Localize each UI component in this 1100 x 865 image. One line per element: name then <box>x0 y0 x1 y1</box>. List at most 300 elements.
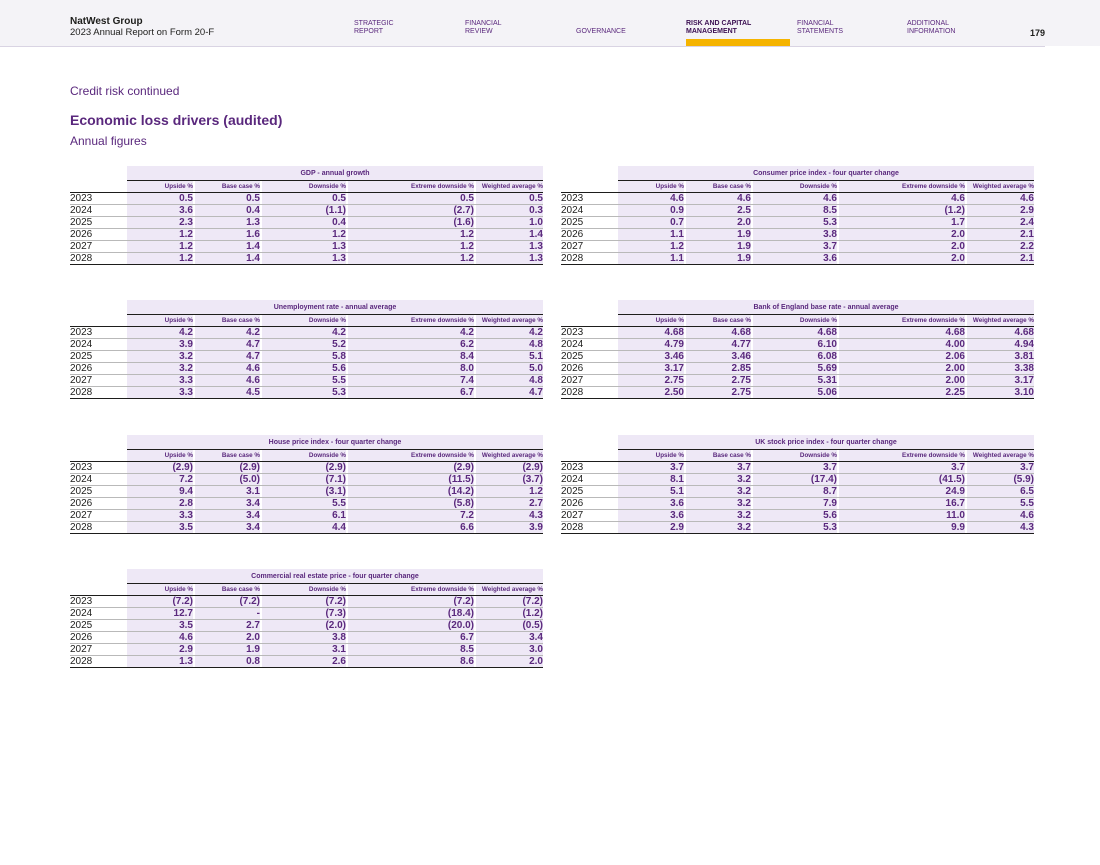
table-cell: 1.0 <box>476 217 543 228</box>
table-cell: 4.6 <box>195 375 260 386</box>
table-cell: 3.4 <box>195 498 260 509</box>
brand-name: NatWest Group <box>70 16 143 27</box>
table-cell: 5.3 <box>753 522 837 533</box>
column-header: Upside % <box>618 315 684 326</box>
table-cell: 4.6 <box>127 632 193 643</box>
table-cell: 3.7 <box>753 241 837 252</box>
column-header: Base case % <box>195 315 260 326</box>
table-row <box>561 375 1034 387</box>
nav-label-line2: REVIEW <box>465 28 493 35</box>
row-year: 2026 <box>70 498 93 509</box>
table-cell: 1.4 <box>195 241 260 252</box>
column-header: Downside % <box>753 181 837 192</box>
table-cell: 1.2 <box>127 253 193 264</box>
table-cell: 5.5 <box>262 498 346 509</box>
table-cell: 0.9 <box>618 205 684 216</box>
nav-financial-statements[interactable] <box>797 20 897 36</box>
table-row <box>70 217 543 229</box>
brand-block <box>70 16 214 38</box>
table-cell: 8.5 <box>348 644 474 655</box>
table-row <box>70 387 543 399</box>
column-header: Extreme downside % <box>839 181 965 192</box>
table-row <box>561 510 1034 522</box>
table-cell: 7.4 <box>348 375 474 386</box>
table-cell: 3.4 <box>195 522 260 533</box>
row-year: 2027 <box>70 644 93 655</box>
row-year: 2027 <box>70 375 93 386</box>
table-cell: 2.8 <box>127 498 193 509</box>
nav-additional-information[interactable] <box>907 20 1007 36</box>
nav-label-line1: FINANCIAL <box>465 20 502 27</box>
row-year: 2026 <box>561 363 584 374</box>
table-header-row <box>70 181 543 193</box>
row-year: 2027 <box>561 375 584 386</box>
table-cell: 1.3 <box>195 217 260 228</box>
row-year: 2024 <box>561 205 584 216</box>
table-cell: 3.2 <box>127 363 193 374</box>
table-cell: 5.06 <box>753 387 837 398</box>
row-year: 2026 <box>70 363 93 374</box>
table-cell: 6.2 <box>348 339 474 350</box>
section-label: Credit risk continued <box>70 84 180 98</box>
nav-governance[interactable] <box>576 20 676 36</box>
table-cell: 4.6 <box>195 363 260 374</box>
table-cell: 9.4 <box>127 486 193 497</box>
table-cell: 24.9 <box>839 486 965 497</box>
column-header: Upside % <box>127 584 193 595</box>
table-cell: 3.9 <box>476 522 543 533</box>
table-cell: 4.3 <box>476 510 543 521</box>
table-cell: 4.7 <box>476 387 543 398</box>
table-cell: 3.6 <box>618 510 684 521</box>
row-year: 2023 <box>70 327 93 338</box>
table-cell: 5.1 <box>618 486 684 497</box>
row-year: 2023 <box>70 596 93 607</box>
table-cell: 3.4 <box>476 632 543 643</box>
column-header: Weighted average % <box>476 315 543 326</box>
table-row <box>561 498 1034 510</box>
row-year: 2028 <box>70 387 93 398</box>
row-year: 2024 <box>70 608 93 619</box>
column-header: Downside % <box>262 315 346 326</box>
table-cell: (1.2) <box>839 205 965 216</box>
table-cell: 3.10 <box>967 387 1034 398</box>
table-cell: 6.1 <box>262 510 346 521</box>
table-cell: 2.0 <box>839 241 965 252</box>
row-year: 2025 <box>70 217 93 228</box>
row-year: 2025 <box>561 351 584 362</box>
table-cell: 2.75 <box>618 375 684 386</box>
row-year: 2025 <box>70 620 93 631</box>
table-cell: (1.6) <box>348 217 474 228</box>
table-cell: 0.5 <box>348 193 474 204</box>
table-cell: 4.8 <box>476 375 543 386</box>
table-row <box>561 474 1034 486</box>
row-year: 2024 <box>561 474 584 485</box>
table-cell: (0.5) <box>476 620 543 631</box>
table-cell: (5.9) <box>967 474 1034 485</box>
column-header: Weighted average % <box>967 315 1034 326</box>
table-row <box>70 608 543 620</box>
column-header: Weighted average % <box>967 450 1034 461</box>
table-row <box>561 387 1034 399</box>
table-header-row <box>561 181 1034 193</box>
table-cell: 7.2 <box>127 474 193 485</box>
column-header: Upside % <box>127 315 193 326</box>
table-cell: 2.1 <box>967 253 1034 264</box>
table-cell: 5.6 <box>753 510 837 521</box>
table-row <box>70 486 543 498</box>
table-cell: 3.17 <box>618 363 684 374</box>
table-cell: 2.25 <box>839 387 965 398</box>
table-cell: (7.2) <box>476 596 543 607</box>
table-cell: 1.9 <box>686 253 751 264</box>
table-cell: 3.2 <box>127 351 193 362</box>
column-header: Downside % <box>262 450 346 461</box>
column-header: Downside % <box>753 315 837 326</box>
table-cell: 0.8 <box>195 656 260 667</box>
table-cell: 3.9 <box>127 339 193 350</box>
row-year: 2028 <box>561 253 584 264</box>
table-cell: 4.68 <box>839 327 965 338</box>
column-header: Extreme downside % <box>348 584 474 595</box>
table-cell: 2.4 <box>967 217 1034 228</box>
table-cell: (7.2) <box>127 596 193 607</box>
column-header: Extreme downside % <box>348 450 474 461</box>
table-row <box>561 193 1034 205</box>
table-cell: 3.8 <box>753 229 837 240</box>
nav-financial-review[interactable] <box>465 20 565 36</box>
table-cell: 2.75 <box>686 375 751 386</box>
table-cell: 3.46 <box>686 351 751 362</box>
table-cell: (1.2) <box>476 608 543 619</box>
table-cell: 2.0 <box>839 253 965 264</box>
table-cell: 5.3 <box>262 387 346 398</box>
table-cell: 5.31 <box>753 375 837 386</box>
column-header: Upside % <box>618 181 684 192</box>
table-header-row <box>70 584 543 596</box>
row-year: 2026 <box>561 229 584 240</box>
row-year: 2028 <box>70 522 93 533</box>
table-cell: 2.3 <box>127 217 193 228</box>
table-cell: 5.0 <box>476 363 543 374</box>
table-cell: (7.2) <box>348 596 474 607</box>
column-header: Base case % <box>686 450 751 461</box>
table-row <box>561 229 1034 241</box>
table-cell: 5.8 <box>262 351 346 362</box>
table-row <box>70 462 543 474</box>
table-cell: (7.1) <box>262 474 346 485</box>
table-cell: 4.4 <box>262 522 346 533</box>
table-cell: 8.6 <box>348 656 474 667</box>
table-cell: (11.5) <box>348 474 474 485</box>
table-cell: 7.2 <box>348 510 474 521</box>
table-cell: 4.2 <box>348 327 474 338</box>
table-cell: 2.50 <box>618 387 684 398</box>
column-header: Extreme downside % <box>839 315 965 326</box>
table-row <box>561 486 1034 498</box>
table-cell: 3.3 <box>127 510 193 521</box>
nav-label-line2: GOVERNANCE <box>576 28 626 35</box>
table-cell: 3.0 <box>476 644 543 655</box>
table-cell: 0.5 <box>195 193 260 204</box>
table-cell: 6.08 <box>753 351 837 362</box>
table-cell: 3.2 <box>686 498 751 509</box>
table-cell: 1.3 <box>476 253 543 264</box>
table-cell: 4.77 <box>686 339 751 350</box>
table-row <box>70 229 543 241</box>
table-cell: 1.4 <box>476 229 543 240</box>
table-row <box>561 205 1034 217</box>
table-title: Commercial real estate price - four quarter change <box>127 569 543 584</box>
table-cell: 1.2 <box>348 229 474 240</box>
table-cell: (2.0) <box>262 620 346 631</box>
row-year: 2028 <box>70 656 93 667</box>
table-cell: 3.5 <box>127 620 193 631</box>
table-cell: 4.8 <box>476 339 543 350</box>
nav-label-line2: MANAGEMENT <box>686 28 737 35</box>
table-cell: 4.6 <box>753 193 837 204</box>
table-cell: 5.69 <box>753 363 837 374</box>
table-cell: 5.5 <box>967 498 1034 509</box>
table-cell: (7.2) <box>262 596 346 607</box>
table-cell: 8.4 <box>348 351 474 362</box>
table-header-row <box>561 315 1034 327</box>
row-year: 2026 <box>70 229 93 240</box>
table-cell: (14.2) <box>348 486 474 497</box>
table-cell: (7.3) <box>262 608 346 619</box>
table-cell: 5.5 <box>262 375 346 386</box>
table-cell: 4.6 <box>967 510 1034 521</box>
table-cell: - <box>195 608 260 619</box>
row-year: 2027 <box>561 241 584 252</box>
table-row <box>561 241 1034 253</box>
table-cell: 3.2 <box>686 474 751 485</box>
table-cell: 4.94 <box>967 339 1034 350</box>
table-cell: 4.5 <box>195 387 260 398</box>
row-year: 2024 <box>70 474 93 485</box>
table-cell: 3.1 <box>195 486 260 497</box>
table-cell: 11.0 <box>839 510 965 521</box>
table-cell: 4.68 <box>967 327 1034 338</box>
nav-label-line2: INFORMATION <box>907 28 956 35</box>
table-cell: 1.3 <box>476 241 543 252</box>
table-row <box>561 363 1034 375</box>
row-year: 2023 <box>561 327 584 338</box>
table-row <box>561 327 1034 339</box>
row-year: 2028 <box>70 253 93 264</box>
table-cell: 1.3 <box>262 253 346 264</box>
row-year: 2025 <box>70 351 93 362</box>
nav-label-line2: REPORT <box>354 28 384 35</box>
column-header: Extreme downside % <box>348 181 474 192</box>
table-cell: 2.7 <box>476 498 543 509</box>
row-year: 2025 <box>561 217 584 228</box>
table-cell: 8.1 <box>618 474 684 485</box>
table-cell: (2.9) <box>262 462 346 473</box>
table-cell: 3.5 <box>127 522 193 533</box>
row-year: 2024 <box>70 339 93 350</box>
table-header-row <box>561 450 1034 462</box>
row-year: 2025 <box>561 486 584 497</box>
table-row <box>561 339 1034 351</box>
table-cell: 6.5 <box>967 486 1034 497</box>
table-cell: 4.68 <box>753 327 837 338</box>
table-row <box>70 620 543 632</box>
table-cell: 1.2 <box>262 229 346 240</box>
nav-risk-capital-management[interactable] <box>686 20 786 36</box>
table-row <box>70 351 543 363</box>
nav-label-line1: RISK AND CAPITAL <box>686 20 752 27</box>
table-cell: (1.1) <box>262 205 346 216</box>
table-cell: 1.2 <box>127 241 193 252</box>
table-cell: 2.00 <box>839 375 965 386</box>
column-header: Downside % <box>753 450 837 461</box>
table-cell: 3.2 <box>686 522 751 533</box>
table-cell: 0.5 <box>127 193 193 204</box>
table-cell: 4.6 <box>686 193 751 204</box>
table-row <box>561 522 1034 534</box>
table-cell: 1.1 <box>618 229 684 240</box>
table-cell: 1.7 <box>839 217 965 228</box>
table-cell: 4.7 <box>195 351 260 362</box>
table-row <box>70 205 543 217</box>
table-cell: 0.4 <box>195 205 260 216</box>
table-row <box>70 193 543 205</box>
table-cell: 2.00 <box>839 363 965 374</box>
table-cell: 2.5 <box>686 205 751 216</box>
table-cell: (2.9) <box>195 462 260 473</box>
table-cell: 4.68 <box>618 327 684 338</box>
table-row <box>561 462 1034 474</box>
table-cell: 8.7 <box>753 486 837 497</box>
table-cell: 3.3 <box>127 375 193 386</box>
table-cell: 2.0 <box>476 656 543 667</box>
table-cell: 1.9 <box>195 644 260 655</box>
table-row <box>70 241 543 253</box>
table-cell: 2.0 <box>686 217 751 228</box>
page-subtitle: Annual figures <box>70 134 147 148</box>
table-cell: 3.7 <box>753 462 837 473</box>
table-header-row <box>70 315 543 327</box>
page-number: 179 <box>1030 28 1046 38</box>
table-cell: 4.7 <box>195 339 260 350</box>
table-cell: 16.7 <box>839 498 965 509</box>
table-cell: 1.3 <box>262 241 346 252</box>
column-header: Weighted average % <box>476 450 543 461</box>
row-year: 2023 <box>561 193 584 204</box>
row-year: 2026 <box>70 632 93 643</box>
column-header: Weighted average % <box>476 584 543 595</box>
table-cell: 4.6 <box>839 193 965 204</box>
nav-label-line1: STRATEGIC <box>354 20 394 27</box>
table-title: House price index - four quarter change <box>127 435 543 450</box>
table-cell: 6.10 <box>753 339 837 350</box>
table-cell: (17.4) <box>753 474 837 485</box>
table-title: Unemployment rate - annual average <box>127 300 543 315</box>
table-cell: 1.3 <box>127 656 193 667</box>
table-cell: (3.7) <box>476 474 543 485</box>
row-year: 2023 <box>70 462 93 473</box>
table-cell: (5.8) <box>348 498 474 509</box>
table-cell: 0.5 <box>476 193 543 204</box>
column-header: Downside % <box>262 584 346 595</box>
table-cell: 4.6 <box>618 193 684 204</box>
column-header: Downside % <box>262 181 346 192</box>
table-cell: 1.2 <box>348 253 474 264</box>
column-header: Upside % <box>618 450 684 461</box>
column-header: Base case % <box>686 315 751 326</box>
table-row <box>70 510 543 522</box>
table-cell: (3.1) <box>262 486 346 497</box>
table-cell: 6.7 <box>348 387 474 398</box>
table-cell: 4.2 <box>195 327 260 338</box>
table-row <box>70 656 543 668</box>
table-row <box>70 474 543 486</box>
column-header: Base case % <box>195 450 260 461</box>
table-cell: 3.1 <box>262 644 346 655</box>
row-year: 2024 <box>70 205 93 216</box>
table-header-row <box>70 450 543 462</box>
table-cell: 1.9 <box>686 229 751 240</box>
table-cell: 1.2 <box>476 486 543 497</box>
table-cell: 3.2 <box>686 510 751 521</box>
table-cell: 3.81 <box>967 351 1034 362</box>
table-cell: 3.6 <box>753 253 837 264</box>
table-cell: (18.4) <box>348 608 474 619</box>
row-year: 2028 <box>561 522 584 533</box>
table-row <box>70 327 543 339</box>
table-cell: 0.4 <box>262 217 346 228</box>
table-cell: 1.9 <box>686 241 751 252</box>
table-cell: 4.2 <box>476 327 543 338</box>
table-cell: 3.7 <box>686 462 751 473</box>
table-row <box>70 632 543 644</box>
nav-label-line1: FINANCIAL <box>797 20 834 27</box>
table-cell: 1.2 <box>618 241 684 252</box>
column-header: Base case % <box>195 181 260 192</box>
table-cell: (2.9) <box>127 462 193 473</box>
row-year: 2023 <box>70 193 93 204</box>
table-cell: 0.5 <box>262 193 346 204</box>
table-cell: 4.6 <box>967 193 1034 204</box>
column-header: Base case % <box>195 584 260 595</box>
row-year: 2027 <box>70 241 93 252</box>
table-cell: 4.00 <box>839 339 965 350</box>
table-cell: 5.1 <box>476 351 543 362</box>
table-cell: 4.68 <box>686 327 751 338</box>
table-cell: 2.75 <box>686 387 751 398</box>
table-cell: 4.79 <box>618 339 684 350</box>
table-row <box>70 498 543 510</box>
nav-strategic-report[interactable] <box>354 20 454 36</box>
table-cell: 6.6 <box>348 522 474 533</box>
table-cell: 4.2 <box>262 327 346 338</box>
column-header: Extreme downside % <box>348 315 474 326</box>
column-header: Weighted average % <box>476 181 543 192</box>
table-cell: 0.3 <box>476 205 543 216</box>
table-cell: 3.6 <box>127 205 193 216</box>
column-header: Upside % <box>127 181 193 192</box>
table-cell: 1.6 <box>195 229 260 240</box>
table-cell: 5.2 <box>262 339 346 350</box>
row-year: 2027 <box>70 510 93 521</box>
table-row <box>70 596 543 608</box>
table-row <box>561 351 1034 363</box>
table-cell: 2.2 <box>967 241 1034 252</box>
table-cell: 3.7 <box>967 462 1034 473</box>
column-header: Weighted average % <box>967 181 1034 192</box>
